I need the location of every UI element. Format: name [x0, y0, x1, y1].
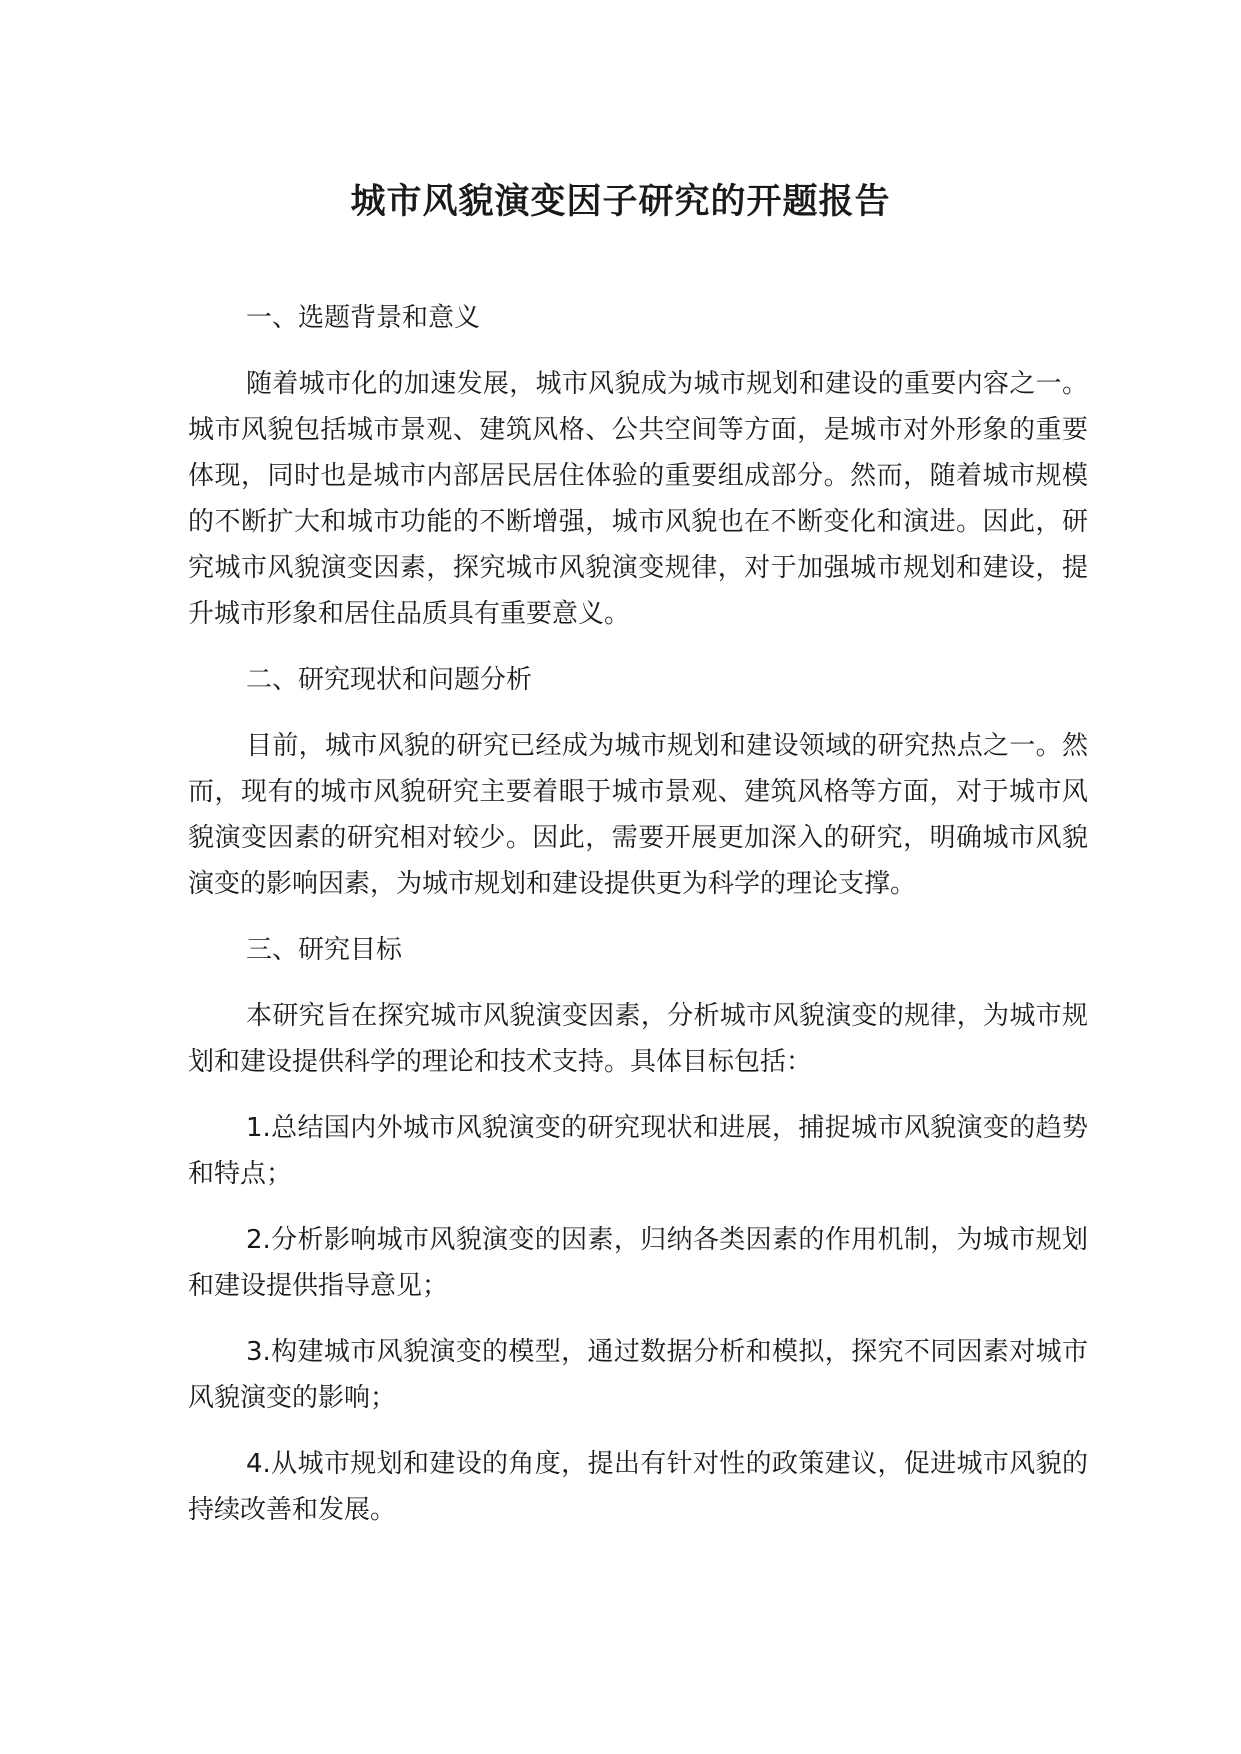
list-item: 4.从城市规划和建设的角度，提出有针对性的政策建议，促进城市风貌的持续改善和发展。: [188, 1449, 1088, 1525]
document-title: 城市风貌演变因子研究的开题报告: [350, 182, 891, 222]
document-body: [188, 295, 1088, 1553]
list-item: 3.构建城市风貌演变的模型，通过数据分析和模拟，探究不同因素对城市风貌演变的影响；: [188, 1337, 1088, 1413]
section-paragraph: 随着城市化的加速发展，城市风貌成为城市规划和建设的重要内容之一。城市风貌包括城市景观、建筑风格、公共空间等方面，是城市对外形象的重要体现，同时也是城市内部居民居住体验的重要组成部分。然而，随着城市规模的不断扩大和城市功能的不断增强，城市风貌也在不断变化和演进。因此，研究城市风貌演变因素，探究城市风貌演变规律，对于加强城市规划和建设，提升城市形象和居住品质具有重要意义。: [188, 369, 1088, 629]
list-item: 1.总结国内外城市风貌演变的研究现状和进展，捕捉城市风貌演变的趋势和特点；: [188, 1113, 1088, 1189]
list-item: 2.分析影响城市风貌演变的因素，归纳各类因素的作用机制，为城市规划和建设提供指导意见；: [188, 1225, 1088, 1301]
section-heading: 一、选题背景和意义: [246, 303, 481, 333]
section-heading: 二、研究现状和问题分析: [246, 665, 533, 695]
section-paragraph: 本研究旨在探究城市风貌演变因素，分析城市风貌演变的规律，为城市规划和建设提供科学的理论和技术支持。具体目标包括：: [188, 1001, 1088, 1077]
section-heading: 三、研究目标: [246, 935, 403, 965]
section-paragraph: 目前，城市风貌的研究已经成为城市规划和建设领域的研究热点之一。然而，现有的城市风貌研究主要着眼于城市景观、建筑风格等方面，对于城市风貌演变因素的研究相对较少。因此，需要开展更加深入的研究，明确城市风貌演变的影响因素，为城市规划和建设提供更为科学的理论支撑。: [188, 731, 1088, 899]
